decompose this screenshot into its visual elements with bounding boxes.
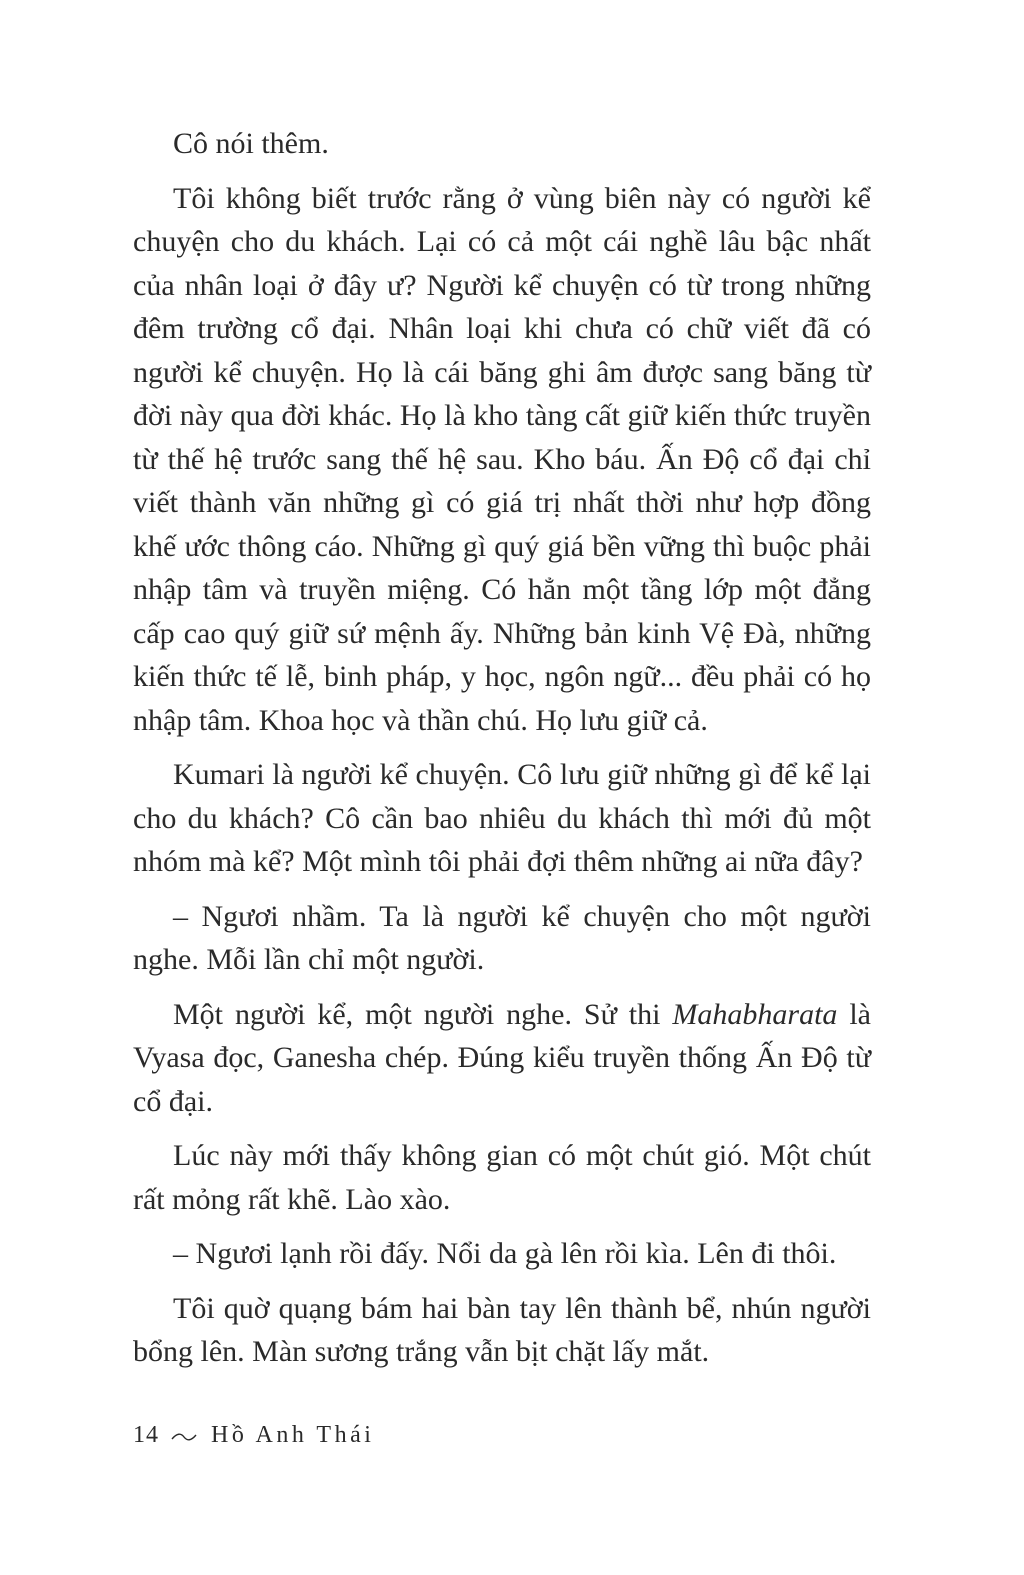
paragraph-4: – Ngươi nhầm. Ta là người kể chuyện cho một người nghe. Mỗi lần chỉ một người. [133,899,871,976]
paragraph-6: Lúc này mới thấy không gian có một chút gió. Một chút rất mỏng rất khẽ. Lào xào. [133,1139,871,1216]
paragraph-5-text-a: Một người kể, một người nghe. Sử thi [173,997,673,1031]
paragraph-3: Kumari là người kể chuyện. Cô lưu giữ những gì để kể lại cho du khách? Cô cần bao nhiêu du khách thì mới đủ một nhóm mà kể? Một mình tôi phải đợi thêm những ai nữa đây? [133,758,871,878]
paragraph-2: Tôi không biết trước rằng ở vùng biên này có người kể chuyện cho du khách. Lại có cả một cái nghề lâu bậc nhất của nhân loại ở đây ư? Người kể chuyện có từ trong những đêm trường cổ đại. Nhân loại khi chưa có chữ viết đã có người kể chuyện. Họ là cái băng ghi âm được sang băng từ đời này qua đời khác. Họ là kho tàng cất giữ kiến thức truyền từ thế hệ trước sang thế hệ sau. Kho báu. Ấn Độ cổ đại chỉ viết thành văn những gì có giá trị nhất thời như hợp đồng khế ước thông cáo. Những gì quý giá bền vững thì buộc phải nhập tâm và truyền miệng. Có hẳn một tầng lớp một đẳng cấp cao quý giữ sứ mệnh ấy. Những bản kinh Vệ Đà, những kiến thức tế lễ, binh pháp, y học, ngôn ngữ... đều phải có họ nhập tâm. Khoa học và thần chú. Họ lưu giữ cả. [133,181,871,737]
paragraph-5 [133,993,871,1124]
page-number: 14 [133,1422,159,1448]
paragraph-8: Tôi quờ quạng bám hai bàn tay lên thành bể, nhún người bổng lên. Màn sương trắng vẫn bịt chặt lấy mắt. [133,1291,871,1368]
page-footer [133,1422,374,1449]
paragraph-5-text-b: là Vyasa đọc, Ganesha chép. Đúng kiểu truyền thống Ấn Độ từ cổ đại. [133,997,872,1118]
page-body [133,122,871,1385]
paragraph-5-italic-title: Mahabharata [672,997,838,1031]
paragraph-1: Cô nói thêm. [173,127,329,160]
author-name: Hồ Anh Thái [211,1422,375,1448]
paragraph-7: – Ngươi lạnh rồi đấy. Nổi da gà lên rồi kìa. Lên đi thôi. [173,1237,837,1270]
tilde-icon [171,1424,197,1448]
